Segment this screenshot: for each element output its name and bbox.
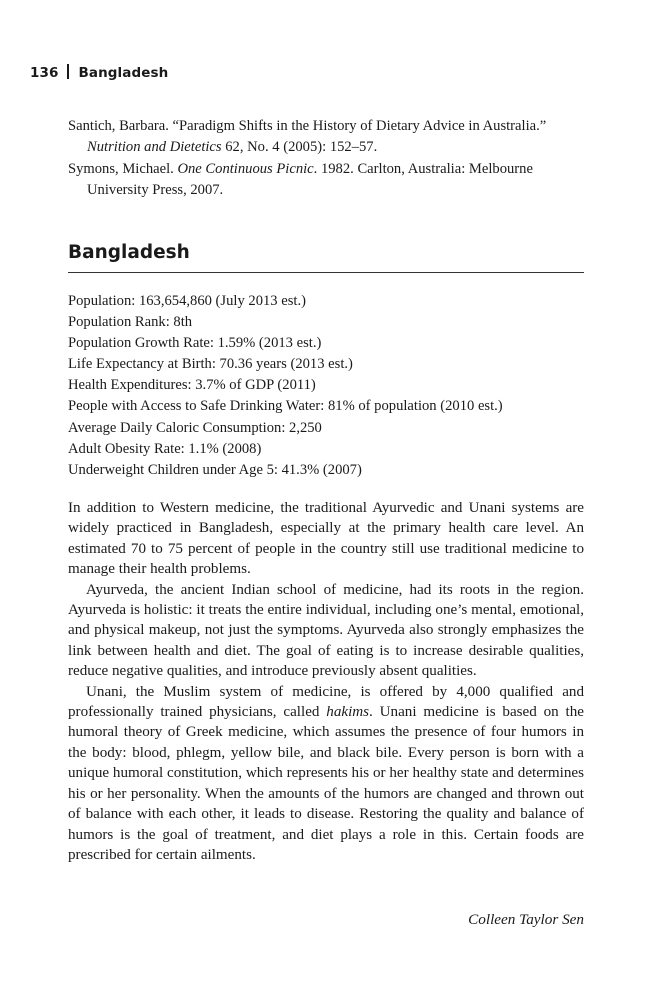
fact-line: Underweight Children under Age 5: 41.3% (2007) xyxy=(68,461,362,478)
term-hakims: hakims xyxy=(326,704,370,721)
reference-entry: Symons, Michael. One Continuous Picnic. 1982. Carlton, Australia: Melbourne University Press, 2007. xyxy=(68,161,533,198)
fact-line: People with Access to Safe Drinking Water: 81% of population (2010 est.) xyxy=(68,398,503,415)
reference-list xyxy=(68,116,584,202)
fact-line: Population: 163,654,860 (July 2013 est.) xyxy=(68,293,306,309)
title-rule xyxy=(68,272,584,273)
page-number: 136 xyxy=(30,65,59,81)
body-text xyxy=(68,498,584,865)
paragraph: Ayurveda, the ancient Indian school of medicine, had its roots in the region. Ayurveda is holistic: it treats the entire individual, including one’s mental, emotional, and physical makeup, not just the symptoms. Ayurveda also strongly emphasizes the link between health and diet. The goal of eating is to increase desirable qualities, reduce negative qualities, and introduce previously absent qualities. xyxy=(68,581,584,680)
running-title: Bangladesh xyxy=(78,65,169,81)
country-facts xyxy=(68,291,584,481)
running-head xyxy=(30,64,168,81)
section-title: Bangladesh xyxy=(68,242,190,263)
paragraph: In addition to Western medicine, the traditional Ayurvedic and Unani systems are widely practiced in Bangladesh, especially at the primary health care level. An estimated 70 to 75 percent of people in the country still use traditional medicine to manage their health problems. xyxy=(68,500,584,578)
fact-line: Health Expenditures: 3.7% of GDP (2011) xyxy=(68,377,316,394)
fact-line: Average Daily Caloric Consumption: 2,250 xyxy=(68,419,322,436)
reference-entry: Santich, Barbara. “Paradigm Shifts in the History of Dietary Advice in Australia.” Nutrition and Dietetics 62, No. 4 (2005): 152–57. xyxy=(68,118,547,155)
author-byline: Colleen Taylor Sen xyxy=(468,911,584,928)
fact-line: Adult Obesity Rate: 1.1% (2008) xyxy=(68,440,262,457)
header-divider xyxy=(67,64,69,79)
fact-line: Life Expectancy at Birth: 70.36 years (2013 est.) xyxy=(68,356,353,373)
fact-line: Population Rank: 8th xyxy=(68,314,193,331)
paragraph: Unani, the Muslim system of medicine, is offered by 4,000 qualified and professionally trained physicians, called hakims. Unani medicine is based on the humoral theory of Greek medicine, which assumes the presence of four humors in the body: blood, phlegm, yellow bile, and black bile. Every person is born with a unique humoral constitution, which represents his or her healthy state and determines his or her personality. When the amounts of the humors are changed and thrown out of balance with each other, it leads to disease. Restoring the quality and balance of humors is the goal of treatment, and diet plays a role in this. Certain foods are prescribed for certain ailments. xyxy=(68,683,584,863)
fact-line: Population Growth Rate: 1.59% (2013 est.) xyxy=(68,335,322,352)
